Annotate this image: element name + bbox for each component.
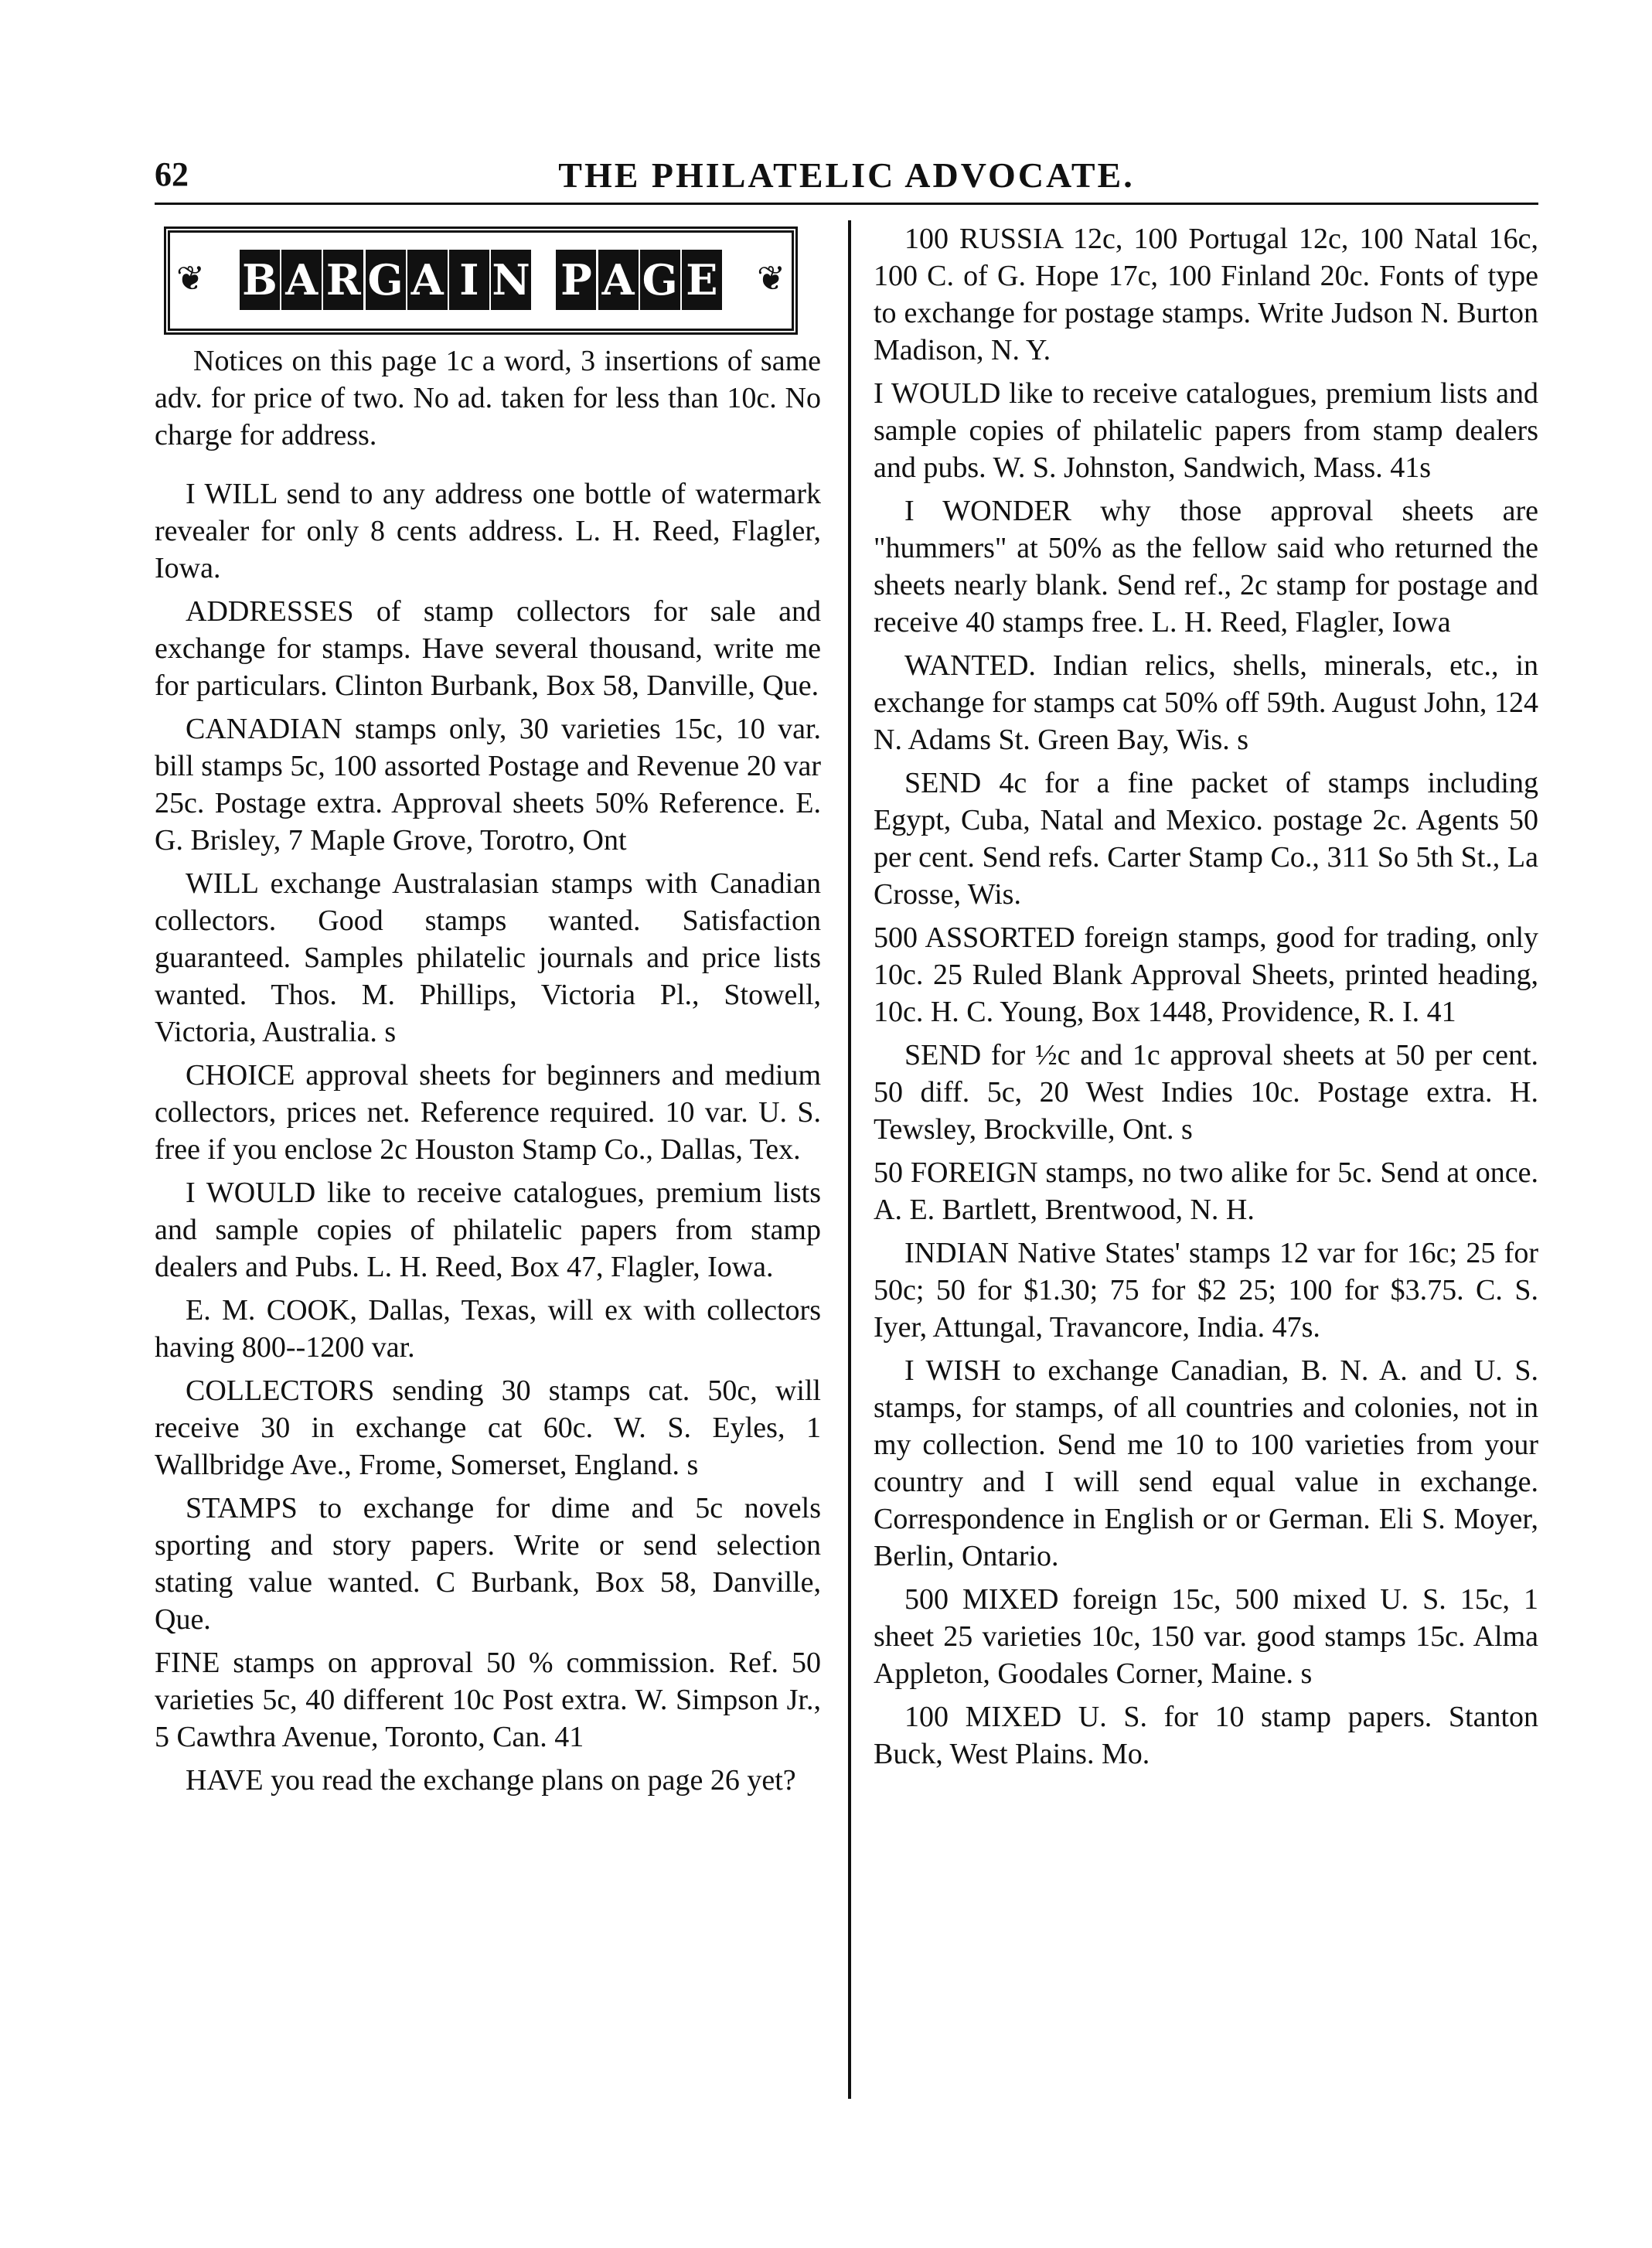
classified-ad: 50 FOREIGN stamps, no two alike for 5c. Send at once. A. E. Bartlett, Brentwood, N. H.: [874, 1156, 1538, 1226]
banner-letter: A: [598, 250, 639, 310]
classified-ad: I WOULD like to receive catalogues, premium lists and sample copies of philatelic papers from stamp dealers and pubs. W. S. Johnston, Sandwich, Mass. 41s: [874, 377, 1538, 484]
banner-letter: N: [491, 250, 531, 310]
page-header: [155, 155, 1538, 201]
classified-ad: E. M. COOK, Dallas, Texas, will ex with collectors having 800--1200 var.: [155, 1294, 821, 1364]
classified-ad: HAVE you read the exchange plans on page 26 yet?: [186, 1764, 796, 1797]
classified-ad: 500 MIXED foreign 15c, 500 mixed U. S. 15c, 1 sheet 25 varieties 10c, 150 var. good stamps 15c. Alma Appleton, Goodales Corner, Maine. s: [874, 1583, 1538, 1690]
header-rule: [155, 203, 1538, 205]
classified-ad: COLLECTORS sending 30 stamps cat. 50c, will receive 30 in exchange cat 60c. W. S. Eyles, 1 Wallbridge Ave., Frome, Somerset, England. s: [155, 1374, 821, 1481]
banner-letter: E: [682, 250, 722, 310]
banner-letter: G: [640, 250, 680, 310]
ornament-left-icon: ❦: [176, 260, 205, 298]
classified-ad: FINE stamps on approval 50 % commission. Ref. 50 varieties 5c, 40 different 10c Post extra. W. Simpson Jr., 5 Cawthra Avenue, Toronto, Can. 41: [155, 1647, 821, 1753]
classified-ad: WILL exchange Australasian stamps with Canadian collectors. Good stamps wanted. Satisfaction guaranteed. Samples philatelic journals and price lists wanted. Thos. M. Phillips, Victoria Pl., Stowell, Victoria, Australia. s: [155, 867, 821, 1048]
banner-letter: B: [240, 250, 280, 310]
classified-ad: I WOULD like to receive catalogues, premium lists and sample copies of philatelic papers from stamp dealers and Pubs. L. H. Reed, Box 47, Flagler, Iowa.: [155, 1177, 821, 1283]
banner-space: [533, 250, 554, 310]
classified-ad: CANADIAN stamps only, 30 varieties 15c, 10 var. bill stamps 5c, 100 assorted Postage and Revenue 20 var 25c. Postage extra. Approval sheets 50% Reference. E. G. Brisley, 7 Maple Grove, Torotro, Ont: [155, 713, 821, 857]
classified-ad: CHOICE approval sheets for beginners and medium collectors, prices net. Reference required. 10 var. U. S. free if you enclose 2c Houston Stamp Co., Dallas, Tex.: [155, 1059, 821, 1166]
bargain-page-banner: [164, 227, 798, 335]
classified-ad: I WONDER why those approval sheets are "hummers" at 50% as the fellow said who returned the sheets nearly blank. Send ref., 2c stamp for postage and receive 40 stamps free. L. H. Reed, Flagler, Iowa: [874, 495, 1538, 639]
right-column: [874, 220, 1538, 1779]
banner-letters: [240, 250, 722, 310]
classified-ad: INDIAN Native States' stamps 12 var for 16c; 25 for 50c; 50 for $1.30; 75 for $2 25; 100 for $3.75. C. S. Iyer, Attungal, Travancore, India. 47s.: [874, 1237, 1538, 1344]
banner-letter: G: [366, 250, 406, 310]
left-column: [155, 220, 821, 1805]
classified-ad: 500 ASSORTED foreign stamps, good for trading, only 10c. 25 Ruled Blank Approval Sheets, printed heading, 10c. H. C. Young, Box 1448, Providence, R. I. 41: [874, 921, 1538, 1028]
classified-ad: SEND for ½c and 1c approval sheets at 50 per cent. 50 diff. 5c, 20 West Indies 10c. Postage extra. H. Tewsley, Brockville, Ont. s: [874, 1039, 1538, 1146]
banner-letter: R: [323, 250, 363, 310]
journal-title: THE PHILATELIC ADVOCATE.: [558, 155, 1135, 195]
classified-ad: STAMPS to exchange for dime and 5c novels sporting and story papers. Write or send selection stating value wanted. C Burbank, Box 58, Danville, Que.: [155, 1492, 821, 1636]
classified-ad: ADDRESSES of stamp collectors for sale and exchange for stamps. Have several thousand, write me for particulars. Clinton Burbank, Box 58, Danville, Que.: [155, 595, 821, 702]
banner-letter: A: [407, 250, 448, 310]
classified-ad: WANTED. Indian relics, shells, minerals, etc., in exchange for stamps cat 50% off 59th. August John, 124 N. Adams St. Green Bay, Wis. s: [874, 649, 1538, 756]
classified-ad: SEND 4c for a fine packet of stamps including Egypt, Cuba, Natal and Mexico. postage 2c. Agents 50 per cent. Send refs. Carter Stamp Co., 311 So 5th St., La Crosse, Wis.: [874, 767, 1538, 911]
classified-ad: 100 MIXED U. S. for 10 stamp papers. Stanton Buck, West Plains. Mo.: [874, 1701, 1538, 1770]
page-number: 62: [155, 155, 189, 193]
classified-ad: I WILL send to any address one bottle of watermark revealer for only 8 cents address. L. H. Reed, Flagler, Iowa.: [155, 478, 821, 584]
banner-letter: A: [281, 250, 322, 310]
banner-letter: P: [556, 250, 596, 310]
banner-letter: I: [449, 250, 489, 310]
classified-ad: 100 RUSSIA 12c, 100 Portugal 12c, 100 Natal 16c, 100 C. of G. Hope 17c, 100 Finland 20c. Fonts of type to exchange for postage stamps. Write Judson N. Burton Madison, N. Y.: [874, 223, 1538, 366]
ornament-right-icon: ❦: [757, 260, 785, 298]
classified-ad: I WISH to exchange Canadian, B. N. A. and U. S. stamps, for stamps, of all countries and colonies, not in my collection. Send me 10 to 100 varieties from your country and I will send equal value in exchange. Correspondence in English or or German. Eli S. Moyer, Berlin, Ontario.: [874, 1354, 1538, 1572]
column-divider: [848, 220, 851, 2099]
notice-rates: Notices on this page 1c a word, 3 insertions of same adv. for price of two. No ad. taken for less than 10c. No charge for address.: [155, 345, 821, 451]
